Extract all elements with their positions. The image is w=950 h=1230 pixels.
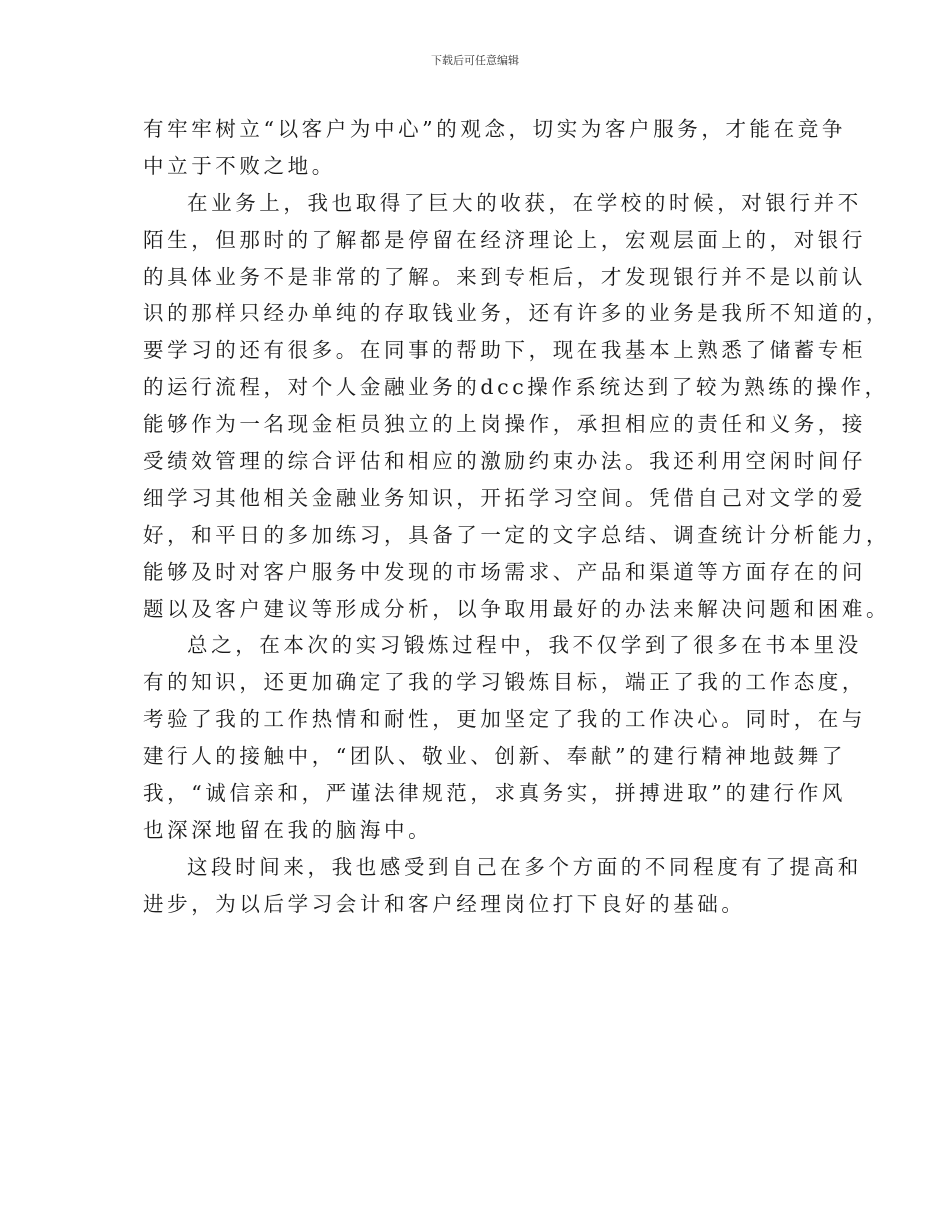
text-line: 的具体业务不是非常的了解。来到专柜后，才发现银行并不是以前认 — [143, 264, 866, 289]
text-line: 要学习的还有很多。在同事的帮助下，现在我基本上熟悉了储蓄专柜 — [143, 338, 866, 363]
text-line: 这段时间来，我也感受到自己在多个方面的不同程度有了提高和 — [187, 854, 862, 879]
text-line: 在业务上，我也取得了巨大的收获，在学校的时候，对银行并不 — [187, 190, 862, 215]
paragraph — [143, 111, 846, 185]
paragraph — [143, 849, 862, 923]
text-line: 进步，为以后学习会计和客户经理岗位打下良好的基础。 — [143, 891, 746, 916]
text-line: 有的知识，还更加确定了我的学习锻炼目标，端正了我的工作态度， — [143, 670, 866, 695]
text-line: 好，和平日的多加练习，具备了一定的文字总结、调查统计分析能力， — [143, 522, 891, 547]
paragraph — [143, 627, 866, 848]
text-line: 总之，在本次的实习锻炼过程中，我不仅学到了很多在书本里没 — [187, 633, 862, 658]
text-line: 有牢牢树立“以客户为中心”的观念，切实为客户服务，才能在竞争 — [143, 117, 846, 141]
page-header: 下载后可任意编辑 — [431, 54, 519, 67]
text-line: 中立于不败之地。 — [143, 153, 336, 178]
text-line: 也深深地留在我的脑海中。 — [143, 817, 433, 842]
text-line: 题以及客户建议等形成分析，以争取用最好的办法来解决问题和困难。 — [143, 596, 891, 621]
text-line: 细学习其他相关金融业务知识，开拓学习空间。凭借自己对文学的爱 — [143, 485, 866, 510]
text-line: 考验了我的工作热情和耐性，更加坚定了我的工作决心。同时，在与 — [143, 707, 866, 732]
text-line: 陌生，但那时的了解都是停留在经济理论上，宏观层面上的，对银行 — [143, 227, 866, 252]
text-line: 我，“诚信亲和，严谨法律规范，求真务实，拼搏进取”的建行作风 — [143, 781, 846, 806]
text-line: 建行人的接触中，“团队、敬业、创新、奉献”的建行精神地鼓舞了 — [143, 744, 846, 769]
text-line: 能够作为一名现金柜员独立的上岗操作，承担相应的责任和义务，接 — [143, 412, 866, 437]
text-line: 的运行流程，对个人金融业务的dcc操作系统达到了较为熟练的操作， — [143, 375, 889, 400]
paragraph — [143, 185, 891, 628]
document-body — [143, 111, 891, 923]
text-line: 识的那样只经办单纯的存取钱业务，还有许多的业务是我所不知道的， — [143, 301, 891, 326]
text-line: 受绩效管理的综合评估和相应的激励约束办法。我还利用空闲时间仔 — [143, 449, 866, 474]
text-line: 能够及时对客户服务中发现的市场需求、产品和渠道等方面存在的问 — [143, 559, 866, 584]
